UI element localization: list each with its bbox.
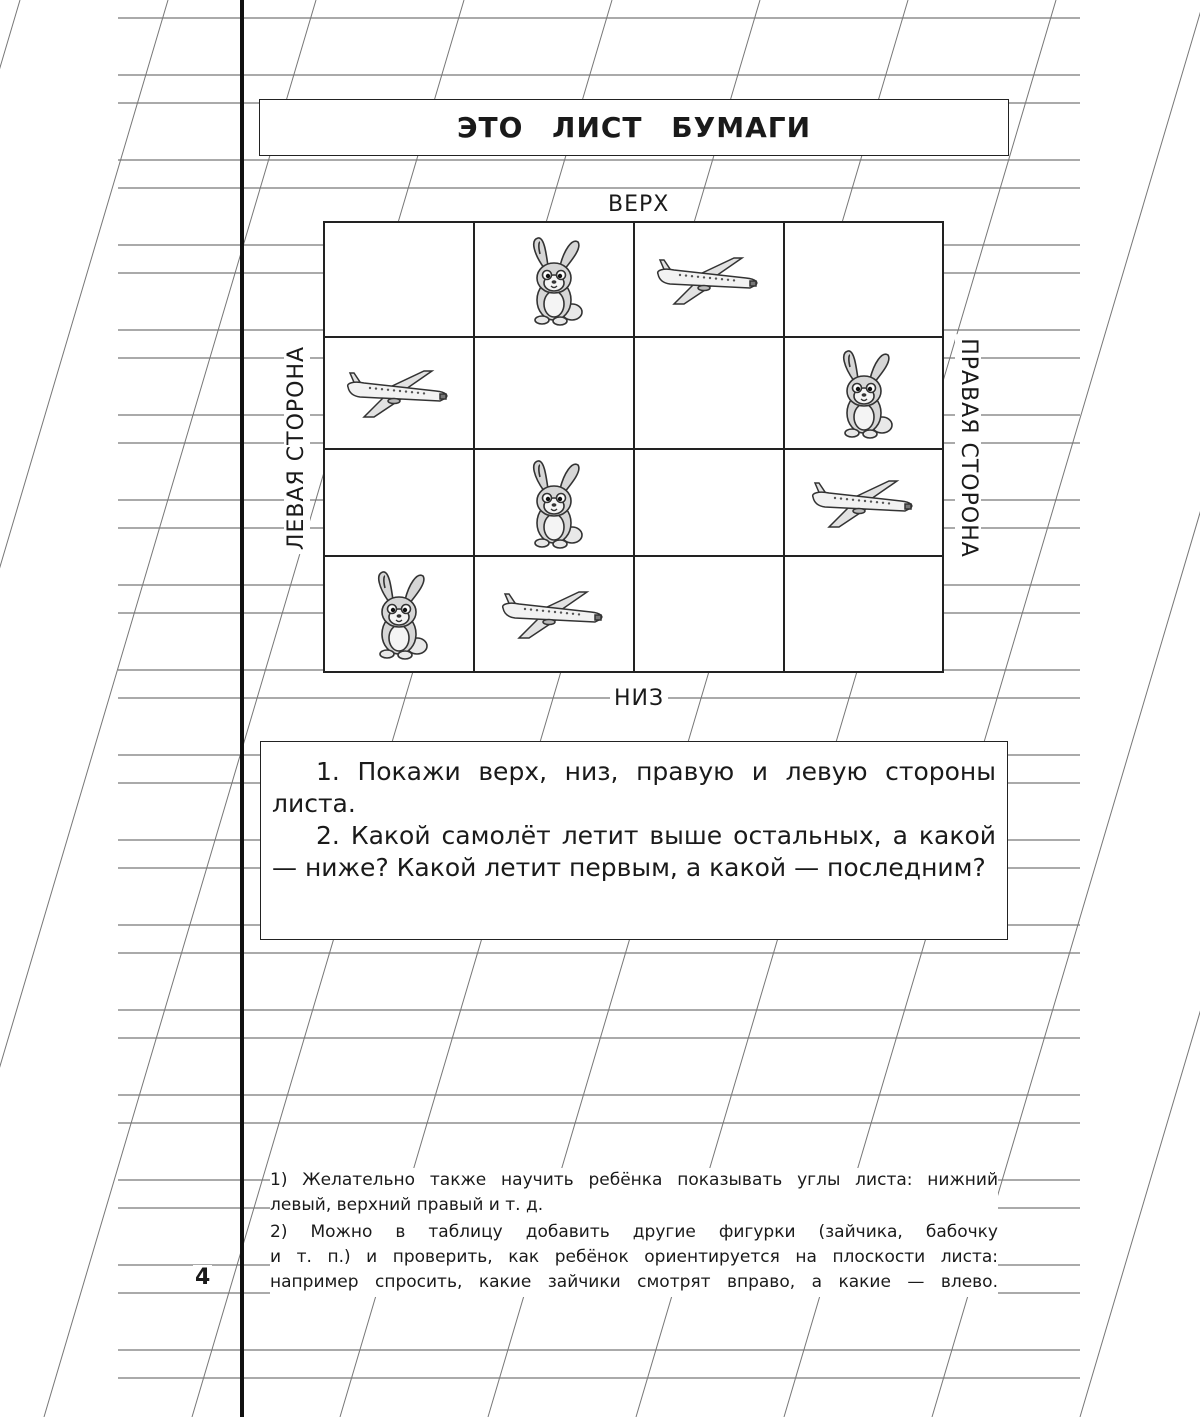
label-left-side: ЛЕВАЯ СТОРОНА: [284, 342, 310, 554]
grid-cell-r4-c2: [475, 557, 635, 671]
airplane-icon: [499, 586, 609, 642]
title-box: [259, 99, 1009, 156]
grid-cell-r3-c4: [785, 450, 942, 557]
airplane-icon: [809, 475, 919, 531]
footnote-2: [270, 1220, 998, 1295]
paper-grid: [323, 221, 944, 673]
bunny-icon: [524, 457, 584, 549]
grid-cell-r4-c1: [325, 557, 475, 671]
grid-cell-r1-c3: [635, 223, 785, 338]
tasks-box: [260, 741, 1008, 940]
grid-cell-r3-c3: [635, 450, 785, 557]
footnotes: [270, 1168, 998, 1297]
airplane-icon: [654, 252, 764, 308]
page-number: 4: [195, 1265, 211, 1290]
footnote-2-line-3: например спросить, какие зайчики смотрят вправо, а какие — влево.: [270, 1272, 998, 1292]
bunny-icon: [524, 234, 584, 326]
grid-cell-r2-c2: [475, 338, 635, 450]
grid-cell-r1-c2: [475, 223, 635, 338]
grid-cell-r3-c2: [475, 450, 635, 557]
grid-cell-r2-c3: [635, 338, 785, 450]
grid-cell-r2-c1: [325, 338, 475, 450]
airplane-icon: [344, 365, 454, 421]
footnote-2-line-2: и т. п.) и проверить, как ребёнок ориентируется на плоскости листа:: [270, 1247, 998, 1267]
grid-cell-r4-c4: [785, 557, 942, 671]
footnote-1: [270, 1168, 998, 1218]
footnote-1-line-2: левый, верхний правый и т. д.: [270, 1195, 544, 1215]
grid-cell-r2-c4: [785, 338, 942, 450]
task-1: 1. Покажи верх, низ, правую и левую стороны листа.: [272, 757, 996, 818]
task-2: 2. Какой самолёт летит выше остальных, а какой — ниже? Какой летит первым, а какой — последним?: [272, 821, 996, 882]
grid-cell-r1-c1: [325, 223, 475, 338]
bunny-icon: [369, 568, 429, 660]
grid-cell-r4-c3: [635, 557, 785, 671]
footnote-2-line-1: 2) Можно в таблицу добавить другие фигурки (зайчика, бабочку: [270, 1222, 998, 1242]
label-right-side: ПРАВАЯ СТОРОНА: [955, 334, 981, 562]
label-bottom: НИЗ: [610, 686, 668, 712]
page-title: ЭТО ЛИСТ БУМАГИ: [456, 111, 812, 144]
label-top: ВЕРХ: [604, 192, 673, 218]
footnote-1-line-1: 1) Желательно также научить ребёнка показывать углы листа: нижний: [270, 1170, 998, 1190]
grid-cell-r1-c4: [785, 223, 942, 338]
bunny-icon: [834, 347, 894, 439]
grid-cell-r3-c1: [325, 450, 475, 557]
